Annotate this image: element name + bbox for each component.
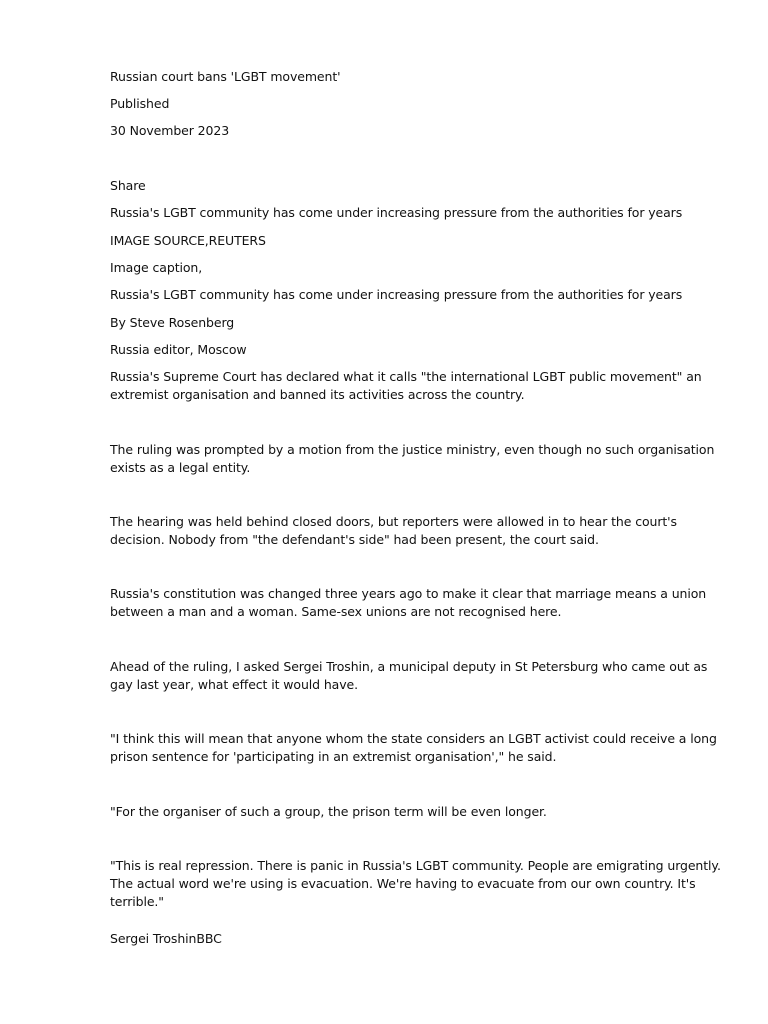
- published-date: 30 November 2023: [110, 123, 230, 138]
- paragraph-3: The hearing was held behind closed doors, but reporters were allowed in to hear the court's decision. Nobody from "the defendant's side" had been present, the court said.: [110, 514, 677, 547]
- paragraph-6: "I think this will mean that anyone whom the state considers an LGBT activist could receive a long prison sentence for 'participating in an extremist organisation'," he said.: [110, 731, 717, 764]
- paragraph-4: Russia's constitution was changed three years ago to make it clear that marriage means a union between a man and a woman. Same-sex unions are not recognised here.: [110, 586, 707, 619]
- image-caption: Russia's LGBT community has come under increasing pressure from the authorities for years: [110, 287, 683, 302]
- author-role: Russia editor, Moscow: [110, 342, 247, 357]
- headline: Russian court bans 'LGBT movement': [110, 69, 341, 84]
- paragraph-5: Ahead of the ruling, I asked Sergei Troshin, a municipal deputy in St Petersburg who came out as gay last year, what effect it would have.: [110, 659, 708, 692]
- paragraph-8: "This is real repression. There is panic in Russia's LGBT community. People are emigrating urgently. The actual word we're using is evacuation. We're having to evacuate from our own country. It's terrible.": [110, 858, 721, 909]
- image-caption-label: Image caption,: [110, 260, 203, 275]
- paragraph-7: "For the organiser of such a group, the prison term will be even longer.: [110, 804, 547, 819]
- paragraph-2: The ruling was prompted by a motion from the justice ministry, even though no such organisation exists as a legal entity.: [110, 442, 715, 475]
- byline: By Steve Rosenberg: [110, 315, 235, 330]
- photo-credit: Sergei TroshinBBC: [110, 931, 222, 946]
- share-label: Share: [110, 178, 146, 193]
- image-source: IMAGE SOURCE,REUTERS: [110, 233, 266, 248]
- image-alt-text: Russia's LGBT community has come under increasing pressure from the authorities for years: [110, 205, 683, 220]
- paragraph-1: Russia's Supreme Court has declared what it calls "the international LGBT public movement" an extremist organisation and banned its activities across the country.: [110, 369, 702, 402]
- published-label: Published: [110, 96, 170, 111]
